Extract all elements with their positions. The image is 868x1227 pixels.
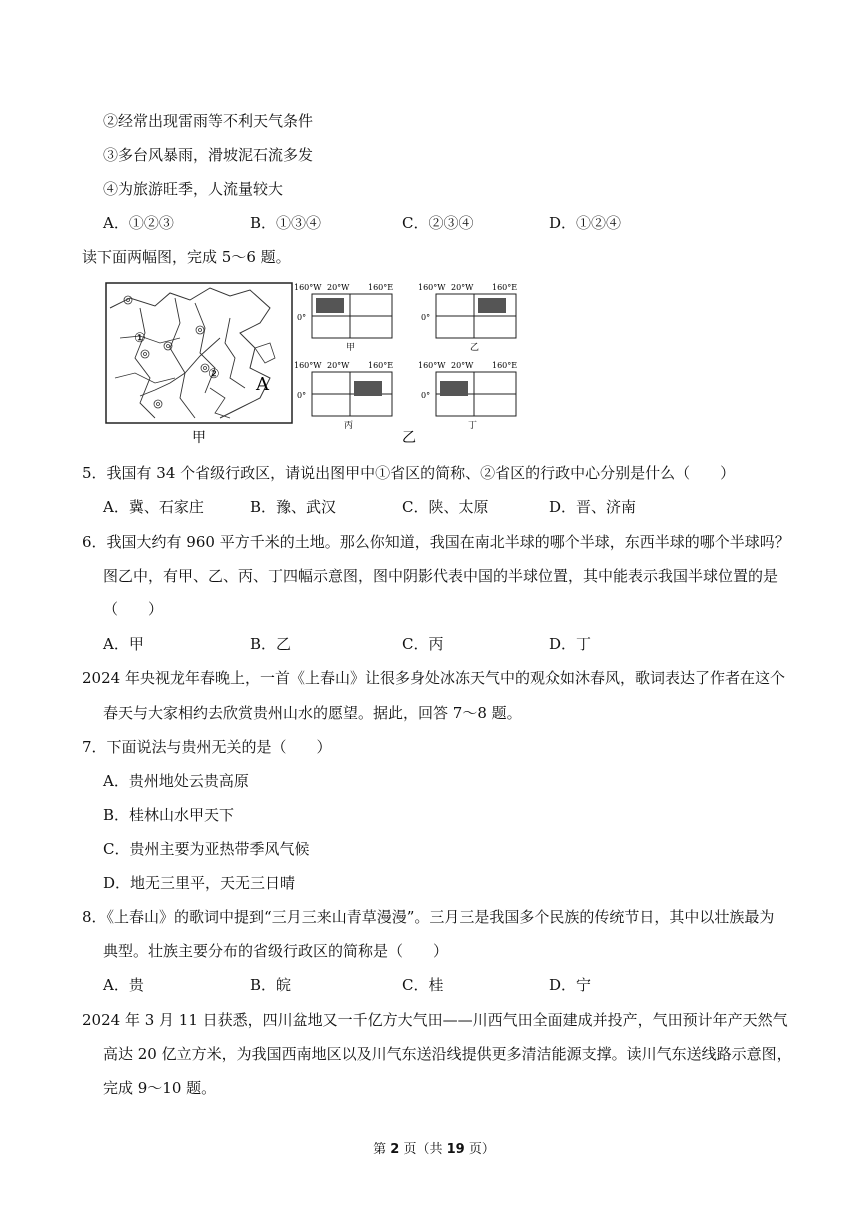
page-footer xyxy=(0,1138,868,1157)
svg-text:160°E: 160°E xyxy=(368,283,394,292)
q8-stem-line1: 8．《上春山》的歌词中提到“三月三来山青草漫漫”。三月三是我国多个民族的传统节日，其中以壮族最为 xyxy=(82,908,775,926)
q5-option-d: D．晋、济南 xyxy=(549,498,637,516)
panel-ding xyxy=(418,361,517,431)
intro-9-10-line3: 完成 9～10 题。 xyxy=(103,1079,217,1097)
svg-text:乙: 乙 xyxy=(470,343,480,353)
svg-text:160°E: 160°E xyxy=(492,361,518,370)
footer-page-number: 2 xyxy=(390,1142,400,1157)
svg-text:甲: 甲 xyxy=(346,343,356,353)
shade-jia xyxy=(316,298,344,313)
intro-9-10-line2: 高达 20 亿立方米，为我国西南地区以及川气东送沿线提供更多清洁能源支撑。读川气东送线路示意图， xyxy=(103,1045,792,1063)
q6-stem-line1: 6．我国大约有 960 平方千米的土地。那么你知道，我国在南北半球的哪个半球，东西半球的哪个半球吗？ xyxy=(82,533,790,551)
svg-text:160°W: 160°W xyxy=(418,361,446,370)
svg-text:0°: 0° xyxy=(421,391,431,400)
map-label-1: ① xyxy=(134,331,146,346)
svg-text:160°E: 160°E xyxy=(368,361,394,370)
panel-jia xyxy=(294,283,393,353)
svg-text:丙: 丙 xyxy=(344,421,354,431)
q5-option-b: B．豫、武汉 xyxy=(250,498,337,516)
q6-stem-line2: 图乙中，有甲、乙、丙、丁四幅示意图，图中阴影代表中国的半球位置，其中能表示我国半球位置的是 xyxy=(103,567,779,585)
q4-statement-4: ④为旅游旺季，人流量较大 xyxy=(103,180,284,198)
map-label-a: A xyxy=(256,374,269,395)
caption-jia: 甲 xyxy=(192,430,206,446)
footer-prefix: 第 xyxy=(373,1142,387,1157)
svg-text:160°W: 160°W xyxy=(418,283,446,292)
q4-statement-3: ③多台风暴雨，滑坡泥石流多发 xyxy=(103,146,314,164)
shade-yi xyxy=(478,298,506,313)
map-label-2: ② xyxy=(208,367,220,382)
map-jia xyxy=(106,283,292,446)
q8-option-b: B．皖 xyxy=(250,976,292,994)
q8-option-d: D．宁 xyxy=(549,976,592,994)
panel-yi xyxy=(418,283,517,353)
q5-stem: 5．我国有 34 个省级行政区，请说出图甲中①省区的简称、②省区的行政中心分别是什么（ ） xyxy=(82,464,736,482)
svg-text:0°: 0° xyxy=(297,391,307,400)
q7-option-c: C．贵州主要为亚热带季风气候 xyxy=(103,840,310,858)
svg-text:20°W: 20°W xyxy=(451,361,474,370)
svg-text:160°W: 160°W xyxy=(294,361,322,370)
q8-stem-line2: 典型。壮族主要分布的省级行政区的简称是（ ） xyxy=(103,942,449,960)
panel-bing xyxy=(294,361,393,431)
q7-option-a: A．贵州地处云贵高原 xyxy=(103,772,249,790)
q6-option-c: C．丙 xyxy=(402,635,444,653)
svg-text:20°W: 20°W xyxy=(451,283,474,292)
intro-7-8-line1: 2024 年央视龙年春晚上，一首《上春山》让很多身处冰冻天气中的观众如沐春风，歌词表达了作者在这个 xyxy=(82,669,785,687)
q4-option-b: B．①③④ xyxy=(250,214,322,232)
q4-statement-2: ②经常出现雷雨等不利天气条件 xyxy=(103,112,314,130)
q4-option-c: C．②③④ xyxy=(402,214,474,232)
q7-option-b: B．桂林山水甲天下 xyxy=(103,806,235,824)
shade-bing xyxy=(354,381,382,396)
q8-option-a: A．贵 xyxy=(103,976,144,994)
caption-yi: 乙 xyxy=(402,430,416,446)
q6-option-d: D．丁 xyxy=(549,635,592,653)
svg-text:0°: 0° xyxy=(297,313,307,322)
svg-text:20°W: 20°W xyxy=(327,361,350,370)
shade-ding xyxy=(440,381,468,396)
q6-option-a: A．甲 xyxy=(103,635,144,653)
q7-option-d: D．地无三里平，天无三日晴 xyxy=(103,874,296,892)
q4-option-a: A．①②③ xyxy=(103,214,174,232)
svg-text:160°W: 160°W xyxy=(294,283,322,292)
footer-suffix: 页） xyxy=(468,1142,495,1157)
q7-stem: 7．下面说法与贵州无关的是（ ） xyxy=(82,738,332,756)
q5-option-a: A．冀、石家庄 xyxy=(103,498,204,516)
q6-option-b: B．乙 xyxy=(250,635,292,653)
intro-9-10-line1: 2024 年 3 月 11 日获悉，四川盆地又一千亿方大气田——川西气田全面建成并投产，气田预计年产天然气 xyxy=(82,1011,788,1029)
svg-text:0°: 0° xyxy=(421,313,431,322)
svg-text:160°E: 160°E xyxy=(492,283,518,292)
q6-stem-line3: （ ） xyxy=(103,600,164,618)
intro-5-6: 读下面两幅图，完成 5～6 题。 xyxy=(82,248,291,266)
footer-middle: 页（共 xyxy=(403,1142,443,1157)
q5-option-c: C．陕、太原 xyxy=(402,498,489,516)
figure-maps xyxy=(100,278,530,448)
q4-option-d: D．①②④ xyxy=(549,214,622,232)
svg-text:丁: 丁 xyxy=(468,421,478,431)
q8-option-c: C．桂 xyxy=(402,976,444,994)
svg-text:20°W: 20°W xyxy=(327,283,350,292)
footer-total-pages: 19 xyxy=(446,1142,465,1157)
intro-7-8-line2: 春天与大家相约去欣赏贵州山水的愿望。据此，回答 7～8 题。 xyxy=(103,704,522,722)
